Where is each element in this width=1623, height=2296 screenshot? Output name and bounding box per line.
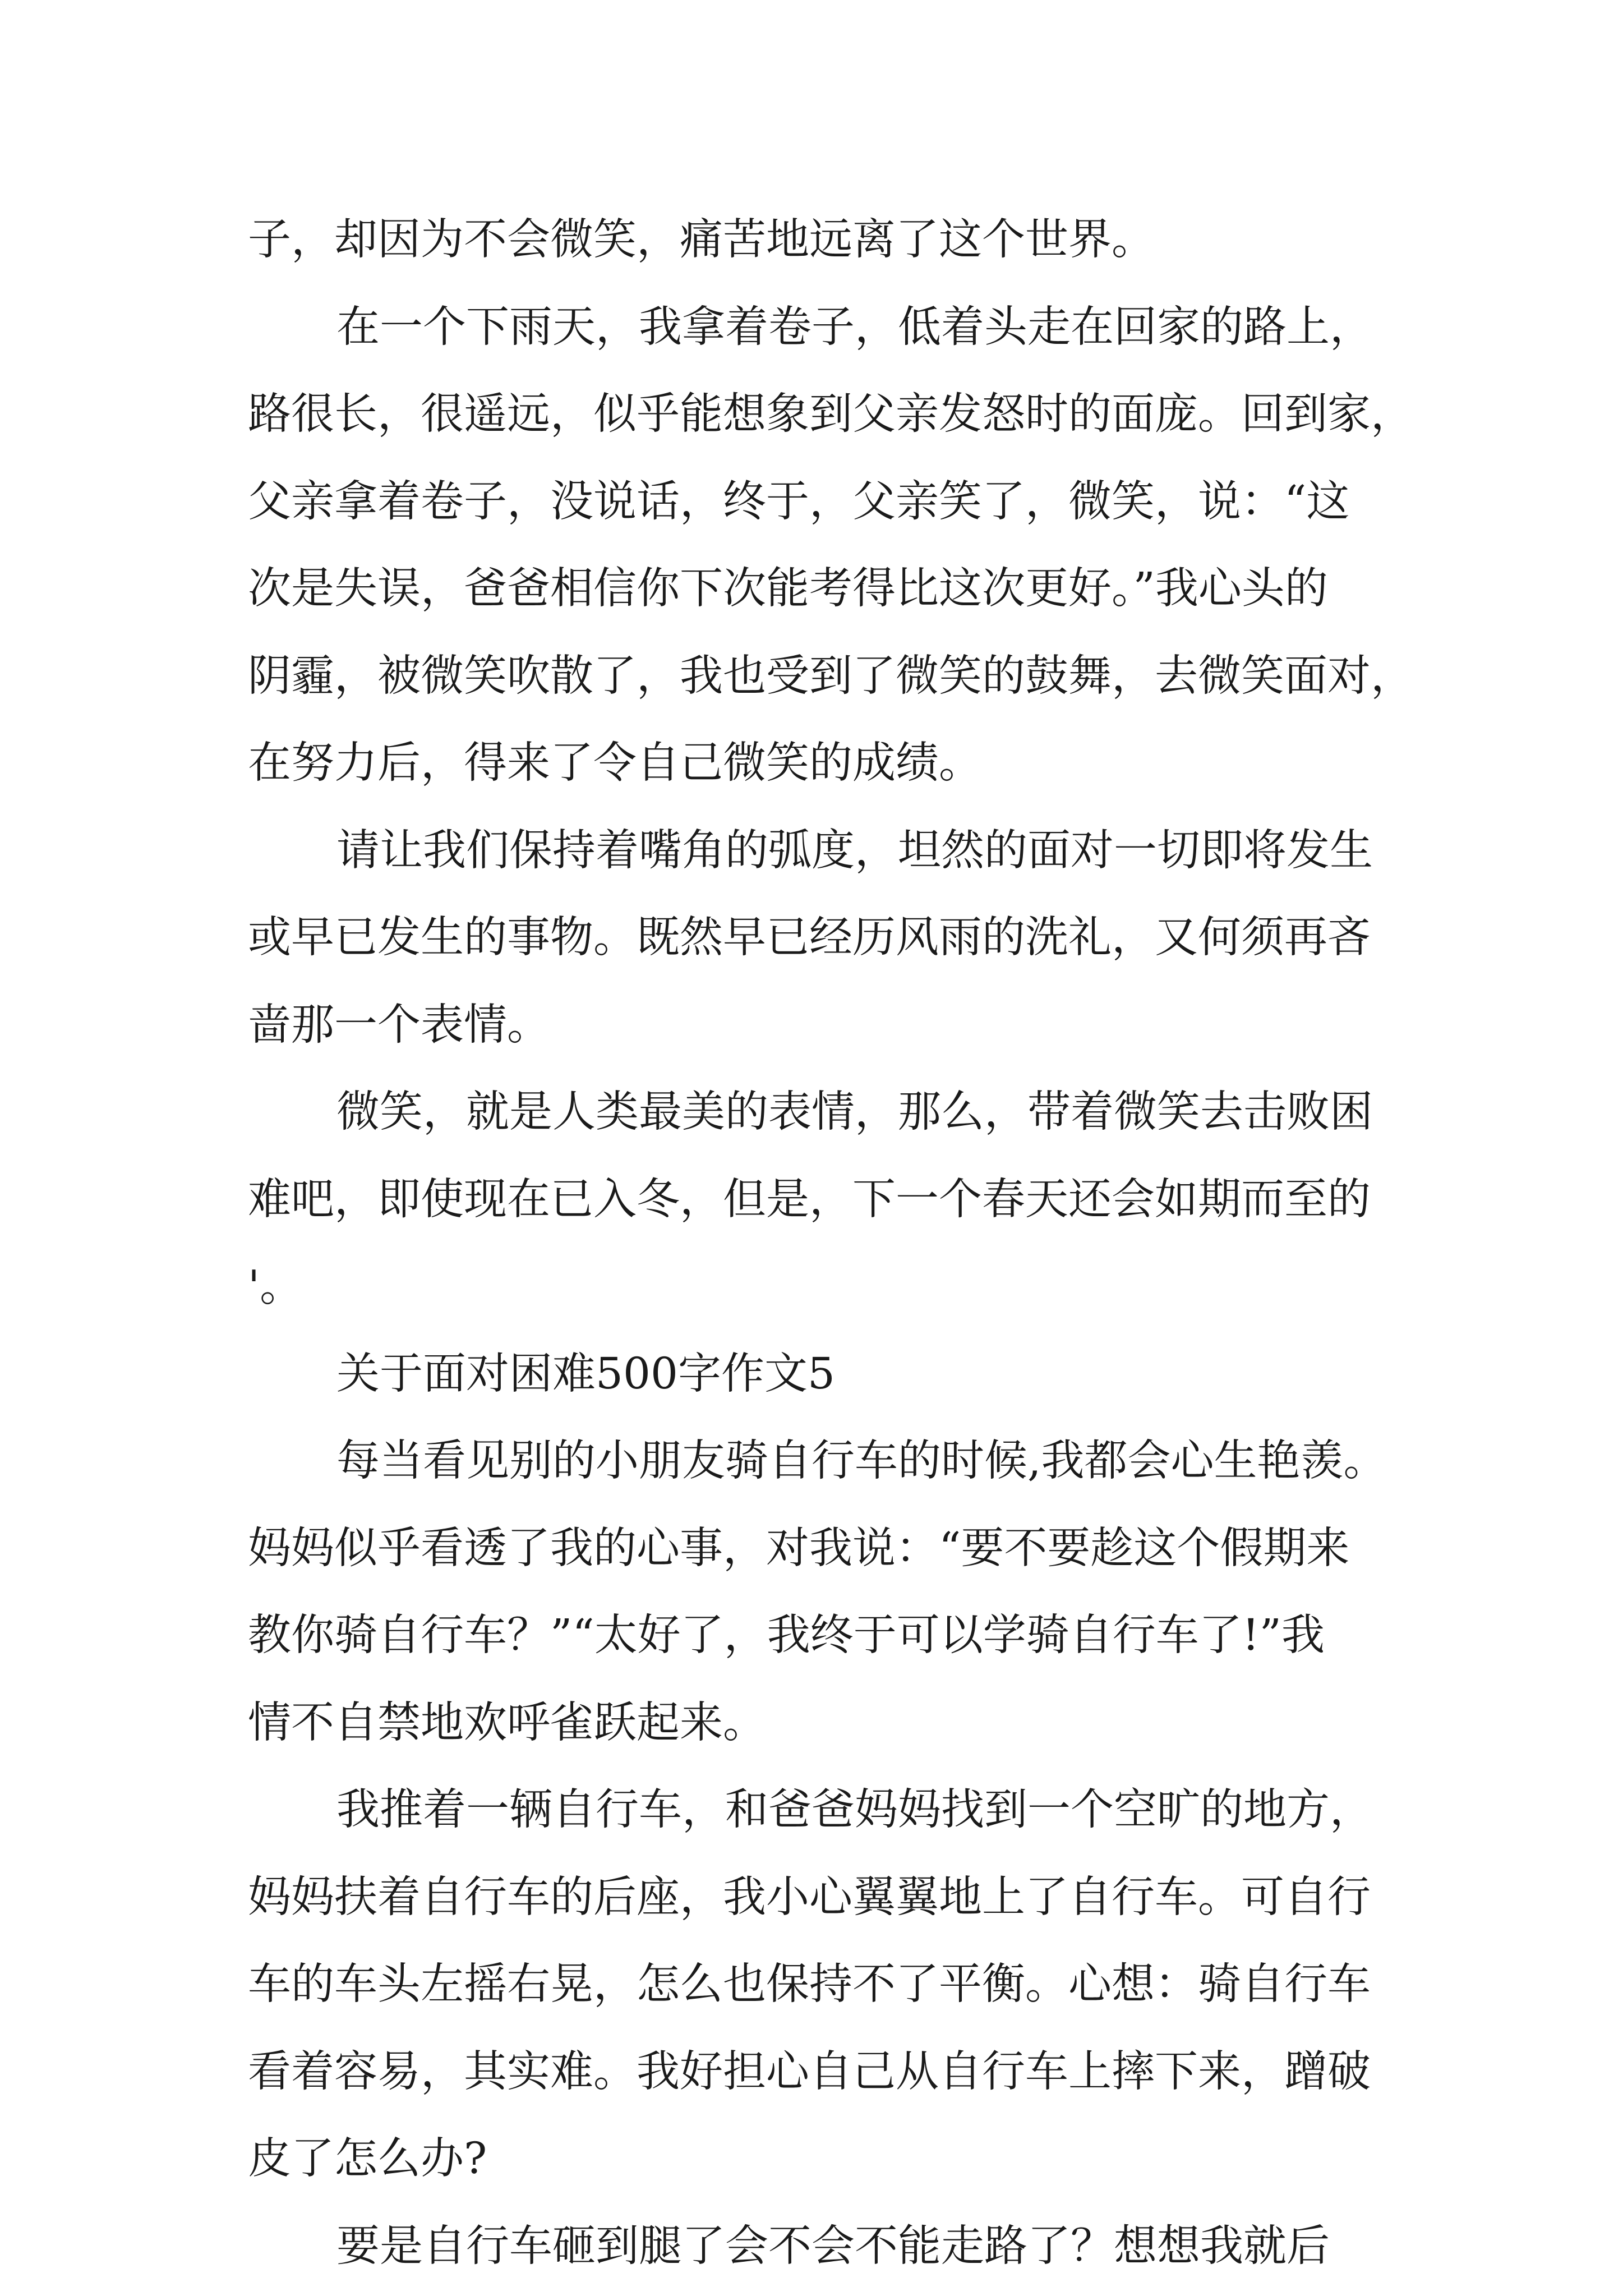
text-line: '。 xyxy=(248,1262,303,1312)
text-line: 在一个下雨天，我拿着卷子，低着头走在回家的路上， xyxy=(336,302,1373,352)
text-line: 我推着一辆自行车，和爸爸妈妈找到一个空旷的地方， xyxy=(336,1785,1373,1835)
text-line: 请让我们保持着嘴角的弧度，坦然的面对一切即将发生 xyxy=(336,825,1373,876)
text-line: 情不自禁地欢呼雀跃起来。 xyxy=(248,1697,766,1748)
section-heading: 关于面对困难500字作文5 xyxy=(336,1349,835,1399)
text-line: 教你骑自行车？”“太好了，我终于可以学骑自行车了!”我 xyxy=(248,1611,1325,1660)
text-line: 每当看见别的小朋友骑自行车的时候,我都会心生艳羡。 xyxy=(336,1436,1387,1486)
text-line: 微笑，就是人类最美的表情，那么，带着微笑去击败困 xyxy=(336,1087,1373,1137)
text-line: 阴霾，被微笑吹散了，我也受到了微笑的鼓舞，去微笑面对， xyxy=(248,651,1414,701)
text-line: 啬那一个表情。 xyxy=(248,1000,550,1050)
text-line: 父亲拿着卷子，没说话，终于，父亲笑了，微笑，说：“这 xyxy=(248,476,1350,527)
text-line: 难吧，即使现在已入冬，但是，下一个春天还会如期而至的 xyxy=(248,1174,1371,1225)
body-text xyxy=(248,196,1414,2290)
text-line: 车的车头左摇右晃，怎么也保持不了平衡。心想：骑自行车 xyxy=(248,1959,1371,2009)
text-line: 要是自行车砸到腿了会不会不能走路了？想想我就后 xyxy=(336,2221,1330,2271)
text-line: 在努力后，得来了令自己微笑的成绩。 xyxy=(248,738,982,788)
text-line: 次是失误，爸爸相信你下次能考得比这次更好。”我心头的 xyxy=(248,564,1328,614)
text-line: 看着容易，其实难。我好担心自己从自行车上摔下来，蹭破 xyxy=(248,2046,1371,2097)
text-line: 妈妈似乎看透了我的心事，对我说：“要不要趁这个假期来 xyxy=(248,1523,1350,1573)
text-line: 皮了怎么办? xyxy=(248,2134,487,2184)
text-line: 子，却因为不会微笑，痛苦地远离了这个世界。 xyxy=(248,215,1155,265)
text-line: 或早已发生的事物。既然早已经历风雨的洗礼，又何须再吝 xyxy=(248,913,1371,963)
text-line: 路很长，很遥远，似乎能想象到父亲发怒时的面庞。回到家， xyxy=(248,389,1414,439)
text-line: 妈妈扶着自行车的后座，我小心翼翼地上了自行车。可自行 xyxy=(248,1872,1371,1922)
